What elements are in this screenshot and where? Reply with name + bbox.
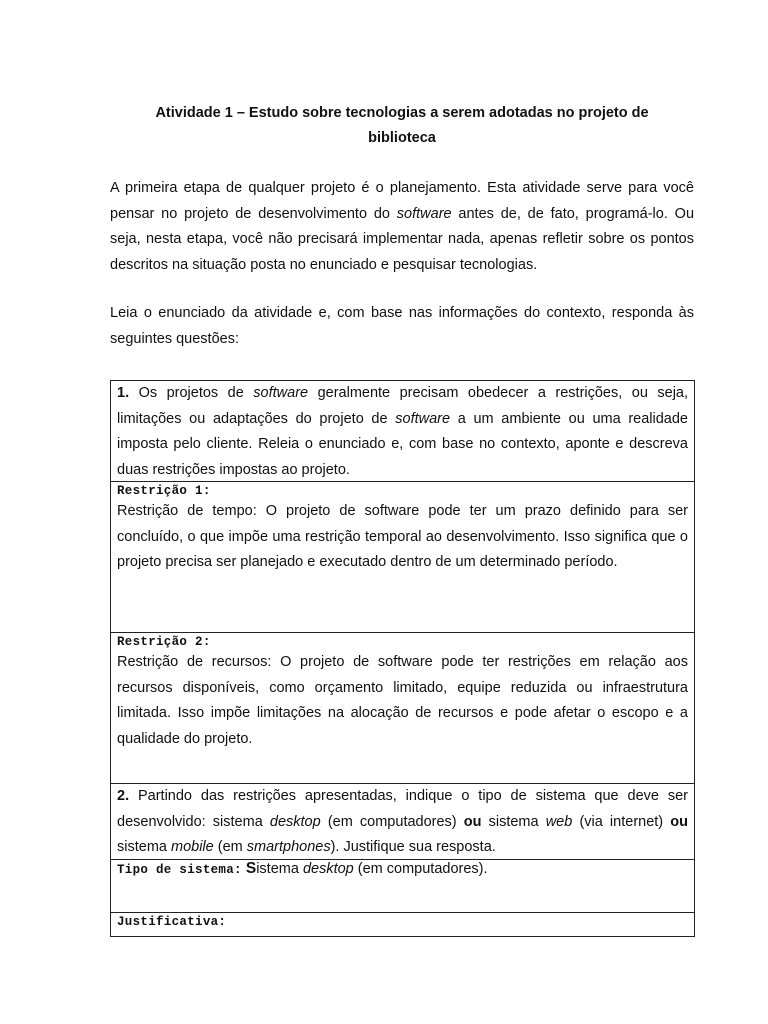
system-type-text-b[interactable]: (em computadores). [353,861,488,877]
instruction-paragraph: Leia o enunciado da atividade e, com base nas informações do contexto, responda às seguintes questões: [110,305,694,347]
q2-ou-1: ou [463,813,482,830]
q1-text-b: geralmente precisam obedecer a restrições, ou seja, limitações ou adaptações do projeto de [117,385,689,427]
questions-table [110,380,695,937]
system-type-initial[interactable]: S [245,860,257,877]
q2-text-a: Partindo das restrições apresentadas, indique o tipo de sistema que deve ser desenvolvido: sistema [117,788,688,830]
intro-text-a: A primeira etapa de qualquer projeto é o planejamento. Esta atividade serve para você pensar no projeto de desenvolvimento do [110,180,694,222]
title-line-2: biblioteca [368,130,436,146]
question-2-number: 2. [117,788,130,804]
q2-text-c: sistema [481,813,546,830]
question-1-number: 1. [117,385,130,401]
question-1-cell [111,381,694,482]
q1-text-a: Os projetos de [129,385,254,401]
restriction-1-label: Restrição 1: [117,484,211,498]
restriction-2-answer[interactable]: Restrição de recursos: O projeto de software pode ter restrições em relação aos recursos disponíveis, como orçamento limitado, equipe reduzida ou infraestrutura limitada. Isso impõe limitações na alocação de recursos e pode afetar o escopo e a qualidade do projeto. [117,654,688,747]
q2-text-d: (via internet) [572,813,671,830]
q1-text-c: a um ambiente ou uma realidade imposta pelo cliente. Releia o enunciado e, com base no contexto, aponte e descreva duas restrições impostas ao projeto. [117,410,688,478]
q2-desktop: desktop [269,813,321,830]
q2-mobile: mobile [171,839,214,855]
q2-text-b: (em computadores) [320,813,464,830]
q2-text-g: ). Justifique sua resposta. [330,839,496,855]
q2-smartphones: smartphones [246,839,331,855]
system-type-desktop[interactable]: desktop [302,861,354,877]
justification-label: Justificativa: [117,915,227,929]
restriction-1-answer[interactable]: Restrição de tempo: O projeto de software pode ter um prazo definido para ser concluído, o que impõe uma restrição temporal ao desenvolvimento. Isso significa que o projeto precisa ser planejado e executado dentro de um determinado período. [117,503,688,570]
system-type-cell[interactable] [111,860,694,913]
title-line-1: Atividade 1 – Estudo sobre tecnologias a serem adotadas no projeto de [155,105,649,121]
system-type-text-a[interactable]: istema [256,861,303,877]
q2-text-f: (em [213,839,247,855]
q2-ou-2: ou [670,813,688,830]
restriction-1-cell[interactable] [111,482,694,633]
q2-web: web [545,813,573,830]
q1-software-2: software [395,410,451,427]
system-type-label: Tipo de sistema: [117,863,242,877]
intro-software-term: software [396,205,452,222]
question-2-cell [111,784,694,860]
restriction-2-label: Restrição 2: [117,635,211,649]
document-title [110,101,694,151]
q1-software-1: software [253,385,309,401]
q2-text-e: sistema [117,839,171,855]
intro-paragraph [110,176,694,278]
system-type-line [117,860,688,879]
intro-text-b: antes de, de fato, programá-lo. Ou seja, nesta etapa, você não precisará implementar nada, apenas refletir sobre os pontos descritos na situação posta no enunciado e pesquisar tecnologias. [110,205,695,273]
restriction-2-cell[interactable] [111,633,694,784]
justification-cell[interactable] [111,913,694,936]
